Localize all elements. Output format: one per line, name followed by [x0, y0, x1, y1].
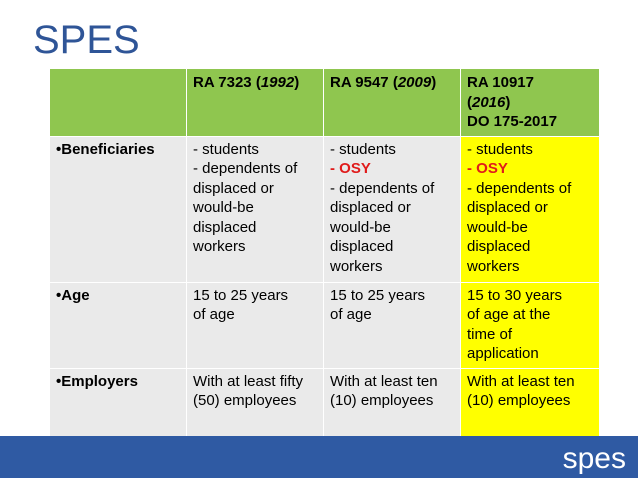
table-row-employers [50, 368, 600, 438]
osy-label: - OSY [467, 160, 508, 177]
row-label-beneficiaries: •Beneficiaries [50, 136, 187, 282]
cell-employers-ra10917: With at least ten (10) employees [461, 368, 600, 438]
cell-age-ra10917: 15 to 30 years of age at the time of application [461, 282, 600, 368]
cell-employers-ra7323: With at least fifty (50) employees [187, 368, 324, 438]
osy-label: - OSY [330, 160, 371, 177]
comparison-table [49, 68, 600, 439]
table-row-beneficiaries [50, 136, 600, 282]
row-label-age: •Age [50, 282, 187, 368]
slide-title: SPES [33, 18, 140, 62]
footer-logo-text: spes [562, 442, 626, 475]
cell-age-ra9547: 15 to 25 years of age [324, 282, 461, 368]
cell-age-ra7323: 15 to 25 years of age [187, 282, 324, 368]
cell-beneficiaries-ra10917: - students - OSY - dependents of displaced or would-be displaced workers [461, 136, 600, 282]
table-row-age [50, 282, 600, 368]
cell-employers-ra9547: With at least ten (10) employees [324, 368, 461, 438]
table-header-row [50, 69, 600, 137]
header-ra-9547: RA 9547 (2009) [324, 69, 461, 137]
header-ra-7323: RA 7323 (1992) [187, 69, 324, 137]
row-label-employers: •Employers [50, 368, 187, 438]
cell-beneficiaries-ra7323: - students - dependents of displaced or would-be displaced workers [187, 136, 324, 282]
header-ra-10917: RA 10917 (2016) DO 175-2017 [461, 69, 600, 137]
footer-bar [0, 436, 638, 478]
header-blank-cell [50, 69, 187, 137]
cell-beneficiaries-ra9547: - students - OSY - dependents of displaced or would-be displaced workers [324, 136, 461, 282]
